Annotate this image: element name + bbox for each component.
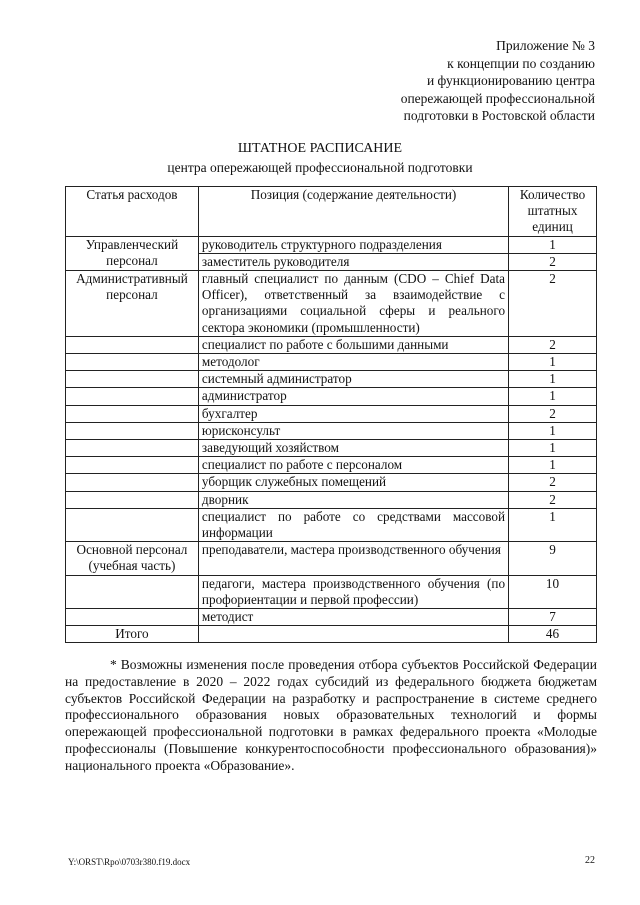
table-row: [66, 354, 597, 371]
table-header-row: [66, 187, 597, 237]
count-cell: 1: [509, 371, 597, 388]
count-cell: 2: [509, 253, 597, 270]
position-cell: уборщик служебных помещений: [198, 474, 508, 491]
empty-category-cell: [66, 422, 199, 439]
count-cell: 1: [509, 236, 597, 253]
empty-category-cell: [66, 388, 199, 405]
table-row: [66, 474, 597, 491]
count-cell: 1: [509, 457, 597, 474]
position-cell: специалист по работе с персоналом: [198, 457, 508, 474]
position-cell: специалист по работе с большими данными: [198, 336, 508, 353]
empty-category-cell: [66, 491, 199, 508]
appendix-line: и функционированию центра: [426, 73, 595, 88]
table-row: [66, 440, 597, 457]
table-row: [66, 422, 597, 439]
count-cell: 1: [509, 508, 597, 541]
total-row: [66, 626, 597, 643]
category-cell: Основной персонал (учебная часть): [66, 542, 199, 575]
empty-category-cell: [66, 457, 199, 474]
count-cell: 7: [509, 609, 597, 626]
empty-category-cell: [66, 575, 199, 608]
position-cell: методист: [198, 609, 508, 626]
table-row: [66, 575, 597, 608]
empty-category-cell: [66, 336, 199, 353]
table-row: [66, 508, 597, 541]
appendix-block: [335, 37, 595, 125]
table-row: [66, 457, 597, 474]
category-cell: Административный персонал: [66, 271, 199, 337]
position-cell: руководитель структурного подразделения: [198, 236, 508, 253]
count-cell: 2: [509, 474, 597, 491]
count-cell: 1: [509, 440, 597, 457]
staff-table: [65, 186, 597, 643]
empty-category-cell: [66, 354, 199, 371]
position-cell: системный администратор: [198, 371, 508, 388]
empty-category-cell: [66, 405, 199, 422]
header-count: Количество штатных единиц: [509, 187, 597, 237]
table-row: [66, 336, 597, 353]
empty-category-cell: [66, 474, 199, 491]
empty-category-cell: [66, 371, 199, 388]
page-number: 22: [585, 855, 595, 866]
footnote: * Возможны изменения после проведения отбора субъектов Российской Федерации на предоставление в 2020 – 2022 годах субсидий из федерального бюджета бюджетам субъектов Российской Федерации на разработку и распространение в системе среднего профессионального образования новых образовательных технологий и формы опережающей профессиональной подготовки в рамках федерального проекта «Молодые профессионалы (Повышение конкурентоспособности профессионального образования)» национального проекта «Образование».: [65, 657, 597, 773]
position-cell: заведующий хозяйством: [198, 440, 508, 457]
position-cell: бухгалтер: [198, 405, 508, 422]
count-cell: 1: [509, 354, 597, 371]
table-row: [66, 542, 597, 575]
appendix-line: к концепции по созданию: [447, 55, 595, 71]
position-cell: педагоги, мастера производственного обучения (по профориентации и первой профессии): [198, 575, 508, 608]
table-row: [66, 491, 597, 508]
position-cell: преподаватели, мастера производственного обучения: [198, 542, 508, 575]
appendix-line: Приложение № 3: [496, 38, 595, 53]
count-cell: 9: [509, 542, 597, 575]
count-cell: 2: [509, 271, 597, 337]
position-cell: методолог: [198, 354, 508, 371]
total-label: Итого: [66, 626, 199, 643]
position-cell: администратор: [198, 388, 508, 405]
table-row: [66, 388, 597, 405]
header-expense-item: Статья расходов: [66, 187, 199, 237]
count-cell: 2: [509, 491, 597, 508]
file-path: Y:\ORST\Rpo\0703r380.f19.docx: [68, 857, 191, 867]
total-value: 46: [509, 626, 597, 643]
appendix-line: подготовки в Ростовской области: [403, 108, 595, 123]
position-cell: специалист по работе со средствами массовой информации: [198, 508, 508, 541]
document-subtitle: центра опережающей профессиональной подготовки: [167, 160, 473, 175]
table-row: [66, 371, 597, 388]
table-row: [66, 271, 597, 337]
empty-position-cell: [198, 626, 508, 643]
position-cell: заместитель руководителя: [198, 253, 508, 270]
position-cell: главный специалист по данным (CDO – Chief Data Officer), ответственный за взаимодействие с организациями социальной сферы и реального сектора экономики (промышленности): [198, 271, 508, 337]
table-row: [66, 405, 597, 422]
empty-category-cell: [66, 609, 199, 626]
position-cell: дворник: [198, 491, 508, 508]
category-cell: Управленческий персонал: [66, 236, 199, 270]
table-row: [66, 236, 597, 253]
empty-category-cell: [66, 508, 199, 541]
empty-category-cell: [66, 440, 199, 457]
document-title: ШТАТНОЕ РАСПИСАНИЕ: [237, 141, 403, 156]
count-cell: 2: [509, 405, 597, 422]
appendix-line: опережающей профессиональной: [400, 90, 595, 106]
count-cell: 1: [509, 422, 597, 439]
count-cell: 2: [509, 336, 597, 353]
header-position: Позиция (содержание деятельности): [198, 187, 508, 237]
position-cell: юрисконсульт: [198, 422, 508, 439]
table-row: [66, 609, 597, 626]
count-cell: 1: [509, 388, 597, 405]
count-cell: 10: [509, 575, 597, 608]
